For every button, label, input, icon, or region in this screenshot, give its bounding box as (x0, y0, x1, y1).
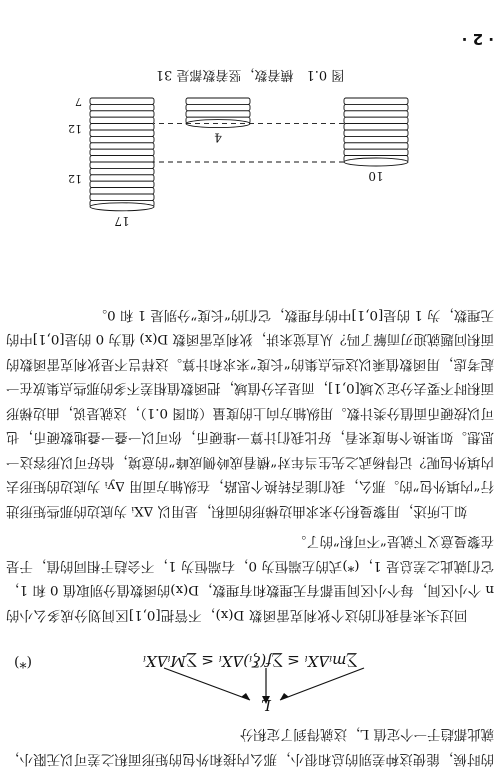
coin-stack-4 (186, 98, 250, 145)
coin (90, 130, 154, 136)
coin (90, 98, 154, 104)
coin (344, 111, 408, 117)
formula-block (6, 630, 494, 714)
formula-tag: (*) (14, 654, 32, 670)
coin (344, 130, 408, 136)
coin (90, 188, 154, 194)
limit-value-L: L (261, 696, 271, 714)
figure-coin-stacks (6, 67, 494, 228)
figure-caption: 图 0.1 横着数，竖着数都是 31 (155, 67, 345, 82)
side-count-label: 12 (68, 121, 82, 135)
page-content (6, 6, 494, 776)
stack-count-label: 17 (114, 213, 130, 228)
coin (90, 136, 154, 142)
paragraph-3-text: 如上所述，用黎曼积分来求曲边梯形的面积，是用以 ΔXᵢ 为底边的那些矩形进行“内填外包”的。那么，我们能否转换个思路，在纵轴方面用 Δyᵢ 为底边的矩形去内填外包呢？记得杨武之先生当年对“横看成岭侧成峰”的意境，恰好可以形容这一思想。如果换个角度来看，好比我们计算一堆硬币，你可以一叠一叠地数硬币，也可以按硬币面值分类计数。用纵轴方向上的度量（如图 0.1），这就是说，曲边梯形面积时不要去分定义域[0,1]，而是去分值域，把函数值相差不多的那些点集放在一起考虑，用函数值乘以这些点集的“长度”来求和计算。这样岂不是狄利克雷函数的面积问题就迎刃而解了吗？从直觉来讲，狄利克雷函数 D(x) 值为 0 的是[0,1]中的无理数，为 1 的是[0,1]中的有理数，它们的“长度”分别是 1 和 0。 (6, 307, 494, 518)
coin-stacks-drawing (6, 90, 494, 228)
coin-stack-top (90, 203, 154, 211)
coin (90, 104, 154, 110)
coin (344, 149, 408, 155)
coin-stack-17 (90, 98, 154, 228)
coin (344, 117, 408, 123)
paragraph-1-text: 的时候，能使这种差别的总和很小，那么内接和外包的矩形面积之差可以无限小，就此都趋于一个定值 L，这就得到了定积分 (6, 726, 494, 766)
paragraph-lebesgue (6, 302, 494, 523)
coin (90, 156, 154, 162)
side-count-label: 7 (75, 95, 82, 108)
coin (90, 162, 154, 168)
coin (90, 181, 154, 187)
limit-arrows (6, 664, 494, 714)
coin (186, 98, 250, 104)
paragraph-dirichlet (6, 528, 494, 626)
stack-count-label: 10 (368, 169, 384, 183)
paragraph-2-text: 回过头来看我们的这个狄利克雷函数 D(x)，不管把[0,1]区间划分成多么小的 n 个小区间，每个小区间里都有无理数和有理数，D(x)的函数值分别取值 0 和 1，它们就此之差总是 1，(*)式的左端恒为 0，右端恒为 1，不会趋于相同的值，于是在黎曼意义下就是“不可积”的了。 (6, 533, 494, 622)
coin (90, 175, 154, 181)
coin (344, 143, 408, 149)
riemann-sum-formula: ∑mᵢΔXᵢ ≤ ∑f(ξᵢ)ΔXᵢ ≤ ∑MᵢΔXᵢ (142, 652, 358, 670)
coin (344, 124, 408, 130)
page-number: · 2 · (461, 30, 494, 48)
coin (90, 124, 154, 130)
coin (90, 194, 154, 200)
side-count-label: 12 (68, 171, 82, 185)
coin (90, 117, 154, 123)
coin (186, 111, 250, 117)
coin (186, 104, 250, 110)
coin (344, 104, 408, 110)
coin (90, 143, 154, 149)
paragraph-intro (6, 721, 494, 770)
coin (344, 98, 408, 104)
stack-count-label: 4 (214, 130, 222, 145)
coin-stack-10 (344, 98, 408, 183)
coin (90, 111, 154, 117)
coin (90, 168, 154, 174)
coin (90, 149, 154, 155)
coin-stack-top (344, 158, 408, 166)
coin (344, 136, 408, 142)
